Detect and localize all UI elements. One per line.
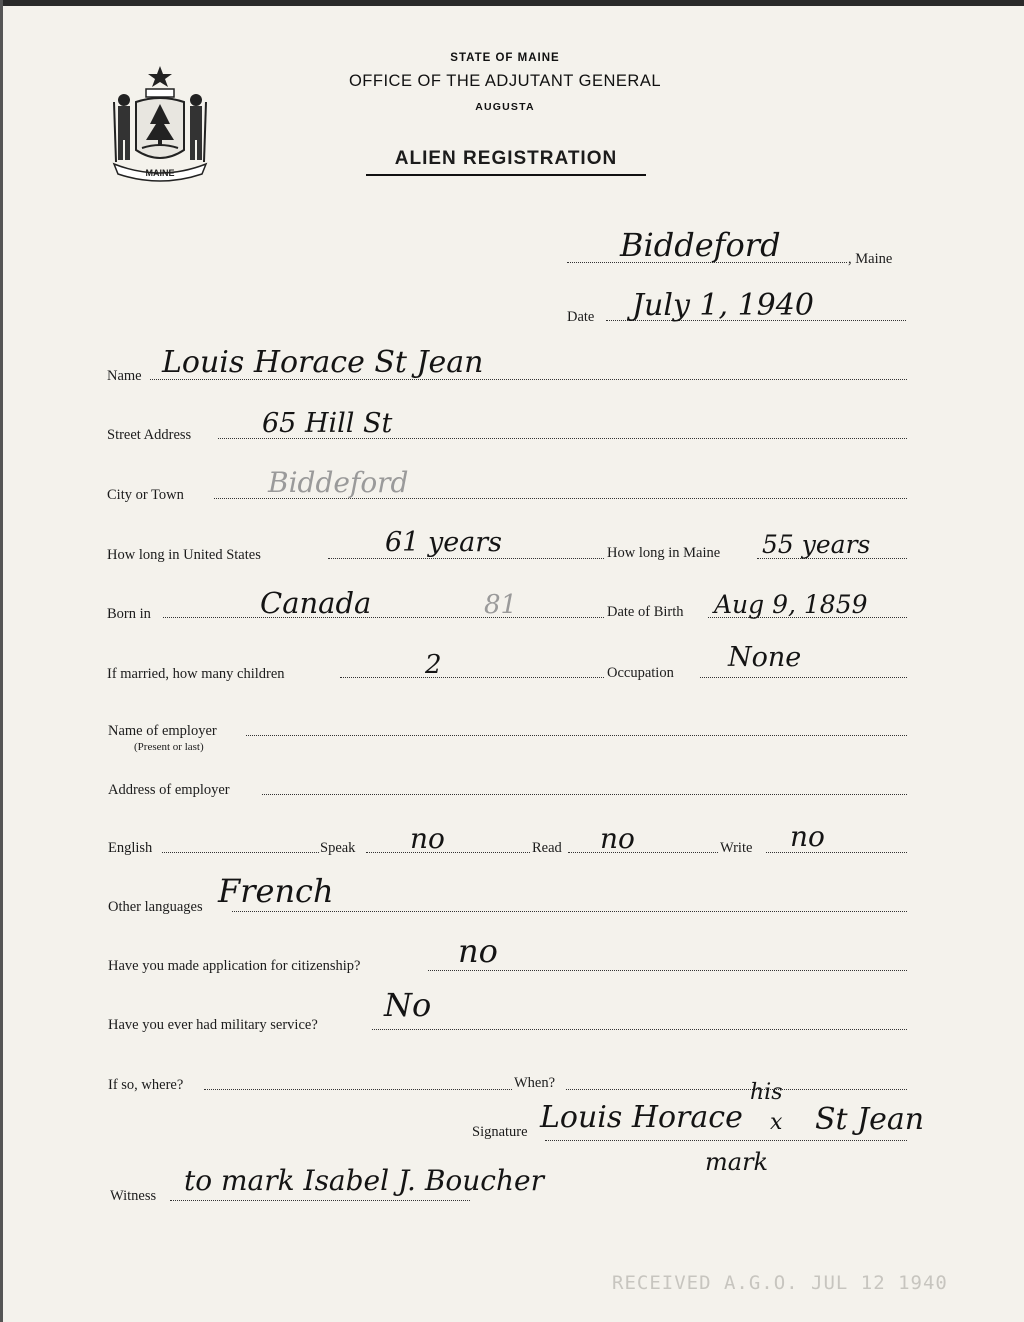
- signature-his: his: [750, 1080, 783, 1105]
- dob-label: Date of Birth: [607, 604, 684, 620]
- city-label: City or Town: [107, 487, 184, 503]
- speak-value: no: [410, 822, 445, 855]
- employer-address-line: [262, 794, 907, 795]
- born-in-note: 81: [484, 590, 518, 620]
- employer-address-label: Address of employer: [108, 782, 230, 798]
- employer-line: [246, 735, 907, 736]
- born-in-line: [163, 617, 604, 618]
- signature-label: Signature: [472, 1124, 528, 1140]
- other-languages-line: [232, 911, 907, 912]
- military-line: [372, 1029, 907, 1030]
- other-languages-value: French: [218, 872, 334, 910]
- street-label: Street Address: [107, 427, 192, 443]
- signature-surname: St Jean: [815, 1102, 925, 1137]
- name-label: Name: [107, 368, 142, 384]
- where-label: If so, where?: [108, 1077, 184, 1093]
- when-label: When?: [514, 1075, 556, 1091]
- form-title: ALIEN REGISTRATION: [366, 148, 646, 176]
- write-label: Write: [720, 840, 753, 856]
- write-line: [766, 852, 907, 853]
- occupation-value: None: [728, 642, 802, 673]
- speak-line: [366, 852, 530, 853]
- speak-label: Speak: [320, 840, 356, 856]
- signature-value: Louis Horace: [540, 1100, 743, 1135]
- employer-sublabel: (Present or last): [134, 741, 204, 753]
- years-us-label: How long in United States: [107, 547, 261, 563]
- header-city: AUGUSTA: [475, 101, 535, 113]
- children-label: If married, how many children: [107, 666, 285, 682]
- witness-line: [170, 1200, 470, 1201]
- date-value: July 1, 1940: [632, 288, 814, 323]
- read-label: Read: [532, 840, 562, 856]
- place-value: Biddeford: [620, 226, 781, 264]
- born-in-label: Born in: [107, 606, 151, 622]
- where-line: [204, 1089, 512, 1090]
- date-label: Date: [567, 309, 595, 325]
- years-us-value: 61 years: [385, 527, 503, 558]
- header-state: STATE OF MAINE: [450, 52, 560, 64]
- english-line: [162, 852, 319, 853]
- signature-x: x: [770, 1110, 783, 1135]
- scan-left-edge: [0, 0, 3, 1322]
- signature-line: [545, 1140, 907, 1141]
- years-maine-label: How long in Maine: [607, 545, 721, 561]
- citizenship-line: [428, 970, 907, 971]
- maine-label: , Maine: [848, 251, 893, 267]
- years-us-line: [328, 558, 604, 559]
- street-value: 65 Hill St: [262, 408, 393, 439]
- employer-label: Name of employer: [108, 723, 217, 739]
- header-office: OFFICE OF THE ADJUTANT GENERAL: [348, 72, 662, 90]
- received-stamp: RECEIVED A.G.O. JUL 12 1940: [612, 1272, 948, 1294]
- witness-value: to mark Isabel J. Boucher: [184, 1164, 544, 1197]
- english-label: English: [108, 840, 153, 856]
- citizenship-label: Have you made application for citizenship?: [108, 958, 361, 974]
- occupation-label: Occupation: [607, 665, 674, 681]
- seal-banner-text: MAINE: [145, 168, 175, 178]
- dob-value: Aug 9, 1859: [714, 590, 868, 619]
- when-line: [566, 1089, 907, 1090]
- citizenship-value: no: [458, 932, 498, 970]
- born-in-value: Canada: [260, 586, 372, 620]
- children-line: [340, 677, 604, 678]
- occupation-line: [700, 677, 907, 678]
- maine-state-seal-icon: [106, 62, 214, 186]
- city-value: Biddeford: [268, 466, 409, 499]
- military-value: No: [384, 986, 432, 1024]
- read-value: no: [600, 822, 635, 855]
- military-label: Have you ever had military service?: [108, 1017, 318, 1033]
- scan-top-edge: [0, 0, 1024, 6]
- children-value: 2: [425, 650, 442, 680]
- write-value: no: [790, 820, 825, 853]
- years-maine-value: 55 years: [762, 530, 871, 559]
- other-languages-label: Other languages: [108, 899, 203, 915]
- signature-mark: mark: [705, 1148, 769, 1176]
- read-line: [568, 852, 718, 853]
- witness-label: Witness: [110, 1188, 157, 1204]
- name-value: Louis Horace St Jean: [162, 345, 484, 380]
